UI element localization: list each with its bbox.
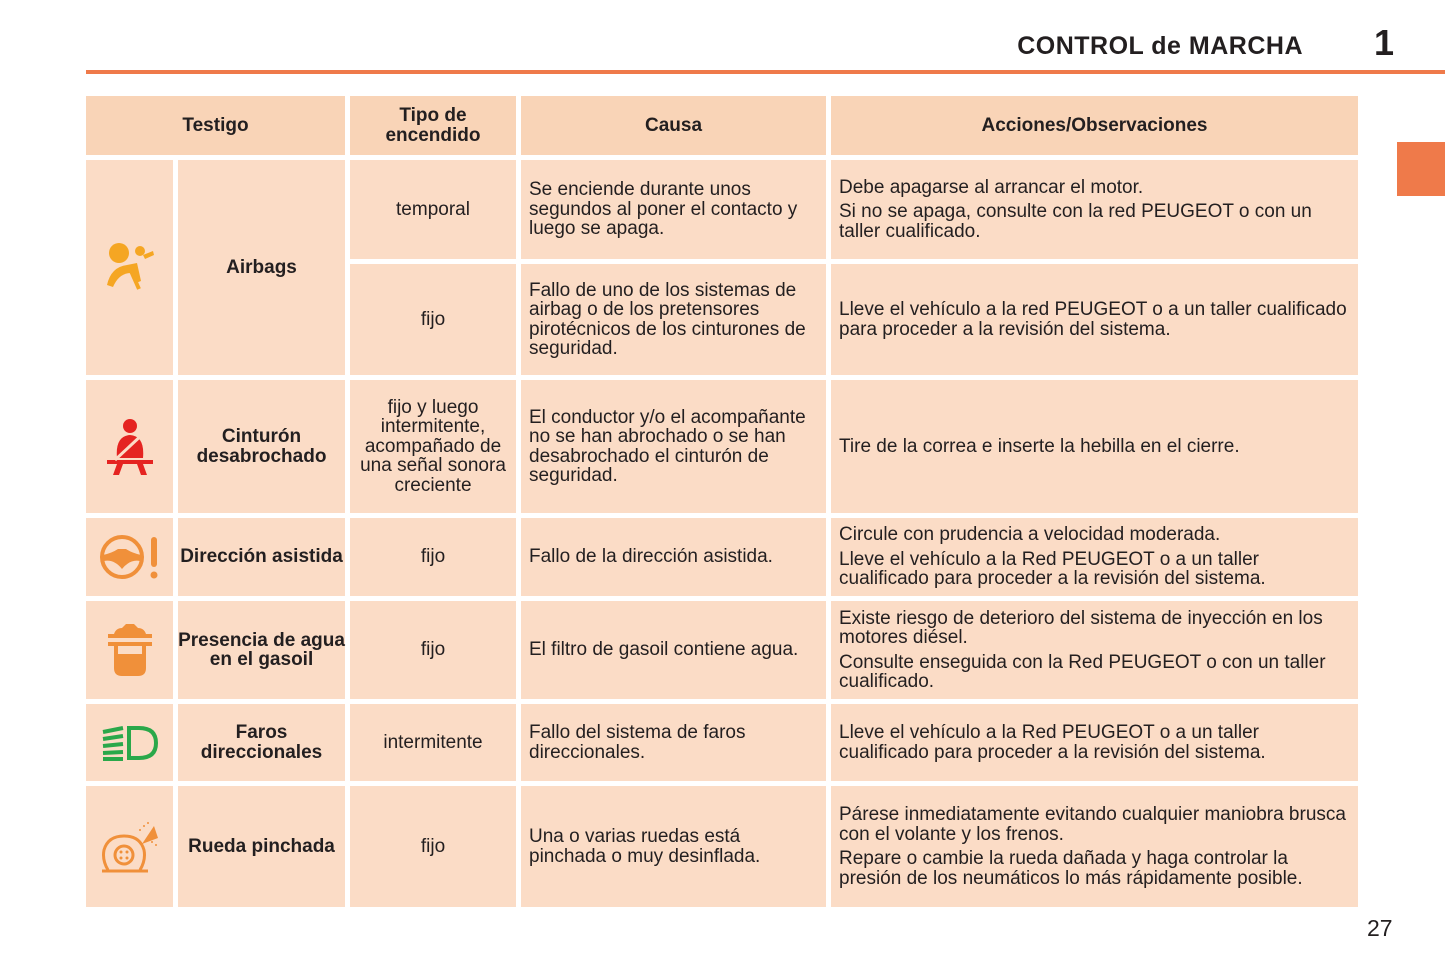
causa-text: El conductor y/o el acompañante no se han abrochado o se han desabrochado el cinturón de seguridad. xyxy=(529,406,806,486)
causa-text: Fallo del sistema de faros direccionales. xyxy=(529,722,746,763)
causa-cell xyxy=(521,704,826,781)
accion-text: Lleve el vehículo a la red PEUGEOT o a un taller cualificado para proceder a la revisión del sistema. xyxy=(839,299,1347,340)
causa-text: Fallo de uno de los sistemas de airbag o de los pretensores pirotécnicos de los cinturones de seguridad. xyxy=(529,279,806,359)
directional-headlamp-icon xyxy=(101,725,159,761)
page-number: 27 xyxy=(1367,915,1393,941)
tipo-cell: fijo xyxy=(350,786,516,907)
name-agua: Presencia de agua en el gasoil xyxy=(178,601,345,699)
acciones-cell xyxy=(831,160,1358,259)
chapter-number: 1 xyxy=(1374,22,1395,63)
accion-text: Debe apagarse al arrancar el motor. xyxy=(839,176,1144,198)
name-rueda: Rueda pinchada xyxy=(178,786,345,907)
water-in-fuel-icon-cell xyxy=(86,601,173,699)
causa-text: Fallo de la dirección asistida. xyxy=(529,546,773,568)
header-acciones: Acciones/Observaciones xyxy=(831,96,1358,155)
tipo-cell: fijo xyxy=(350,518,516,596)
flat-tyre-icon-cell xyxy=(86,786,173,907)
causa-cell xyxy=(521,786,826,907)
acciones-cell xyxy=(831,704,1358,781)
flat-tyre-icon xyxy=(100,820,160,874)
accion-text: Repare o cambie la rueda dañada y haga controlar la presión de los neumáticos lo más rápidamente posible. xyxy=(839,848,1303,889)
acciones-cell xyxy=(831,786,1358,907)
accion-text: Párese inmediatamente evitando cualquier maniobra brusca con el volante y los frenos. xyxy=(839,804,1346,845)
name-direccion: Dirección asistida xyxy=(178,518,345,596)
accion-text: Existe riesgo de deterioro del sistema de inyección en los motores diésel. xyxy=(839,607,1323,648)
accion-text: Tire de la correa e inserte la hebilla en el cierre. xyxy=(839,435,1240,457)
directional-headlamp-icon-cell xyxy=(86,704,173,781)
accion-text: Si no se apaga, consulte con la red PEUGEOT o con un taller cualificado. xyxy=(839,201,1312,242)
accion-text: Consulte enseguida con la Red PEUGEOT o con un taller cualificado. xyxy=(839,651,1326,692)
causa-cell xyxy=(521,518,826,596)
acciones-cell xyxy=(831,601,1358,699)
accion-text: Lleve el vehículo a la Red PEUGEOT o a un taller cualificado para proceder a la revisión del sistema. xyxy=(839,548,1266,590)
name-cinturon: Cinturón desabrochado xyxy=(178,380,345,513)
acciones-cell xyxy=(831,380,1358,513)
section-title: CONTROL de MARCHA xyxy=(1017,32,1303,60)
accion-text: Circule con prudencia a velocidad moderada. xyxy=(839,524,1221,546)
tipo-cell: temporal xyxy=(350,160,516,259)
airbag-icon xyxy=(103,241,157,295)
warning-lights-table xyxy=(86,96,1358,907)
power-steering-icon xyxy=(98,533,162,581)
header-tipo: Tipo de encendido xyxy=(350,96,516,155)
causa-cell xyxy=(521,601,826,699)
airbag-icon-cell xyxy=(86,160,173,375)
causa-text: Se enciende durante unos segundos al poner el contacto y luego se apaga. xyxy=(529,179,798,240)
header-rule xyxy=(86,70,1445,74)
causa-text: Una o varias ruedas está pinchada o muy desinflada. xyxy=(529,826,761,867)
causa-text: El filtro de gasoil contiene agua. xyxy=(529,639,799,661)
header-testigo: Testigo xyxy=(86,96,345,155)
power-steering-icon-cell xyxy=(86,518,173,596)
causa-cell xyxy=(521,380,826,513)
name-faros: Faros direccionales xyxy=(178,704,345,781)
seatbelt-icon-cell xyxy=(86,380,173,513)
tipo-cell: fijo xyxy=(350,601,516,699)
accion-text: Lleve el vehículo a la Red PEUGEOT o a un taller cualificado para proceder a la revisión del sistema. xyxy=(839,722,1266,763)
causa-cell xyxy=(521,160,826,259)
tipo-cell: intermitente xyxy=(350,704,516,781)
water-in-fuel-icon xyxy=(106,622,154,678)
acciones-cell xyxy=(831,518,1358,596)
chapter-tab xyxy=(1397,142,1445,196)
causa-cell xyxy=(521,264,826,375)
seatbelt-icon xyxy=(105,418,155,476)
tipo-cell: fijo xyxy=(350,264,516,375)
acciones-cell xyxy=(831,264,1358,375)
header-causa: Causa xyxy=(521,96,826,155)
tipo-cell: fijo y luego intermitente, acompañado de una señal sonora creciente xyxy=(350,380,516,513)
name-airbags: Airbags xyxy=(178,160,345,375)
